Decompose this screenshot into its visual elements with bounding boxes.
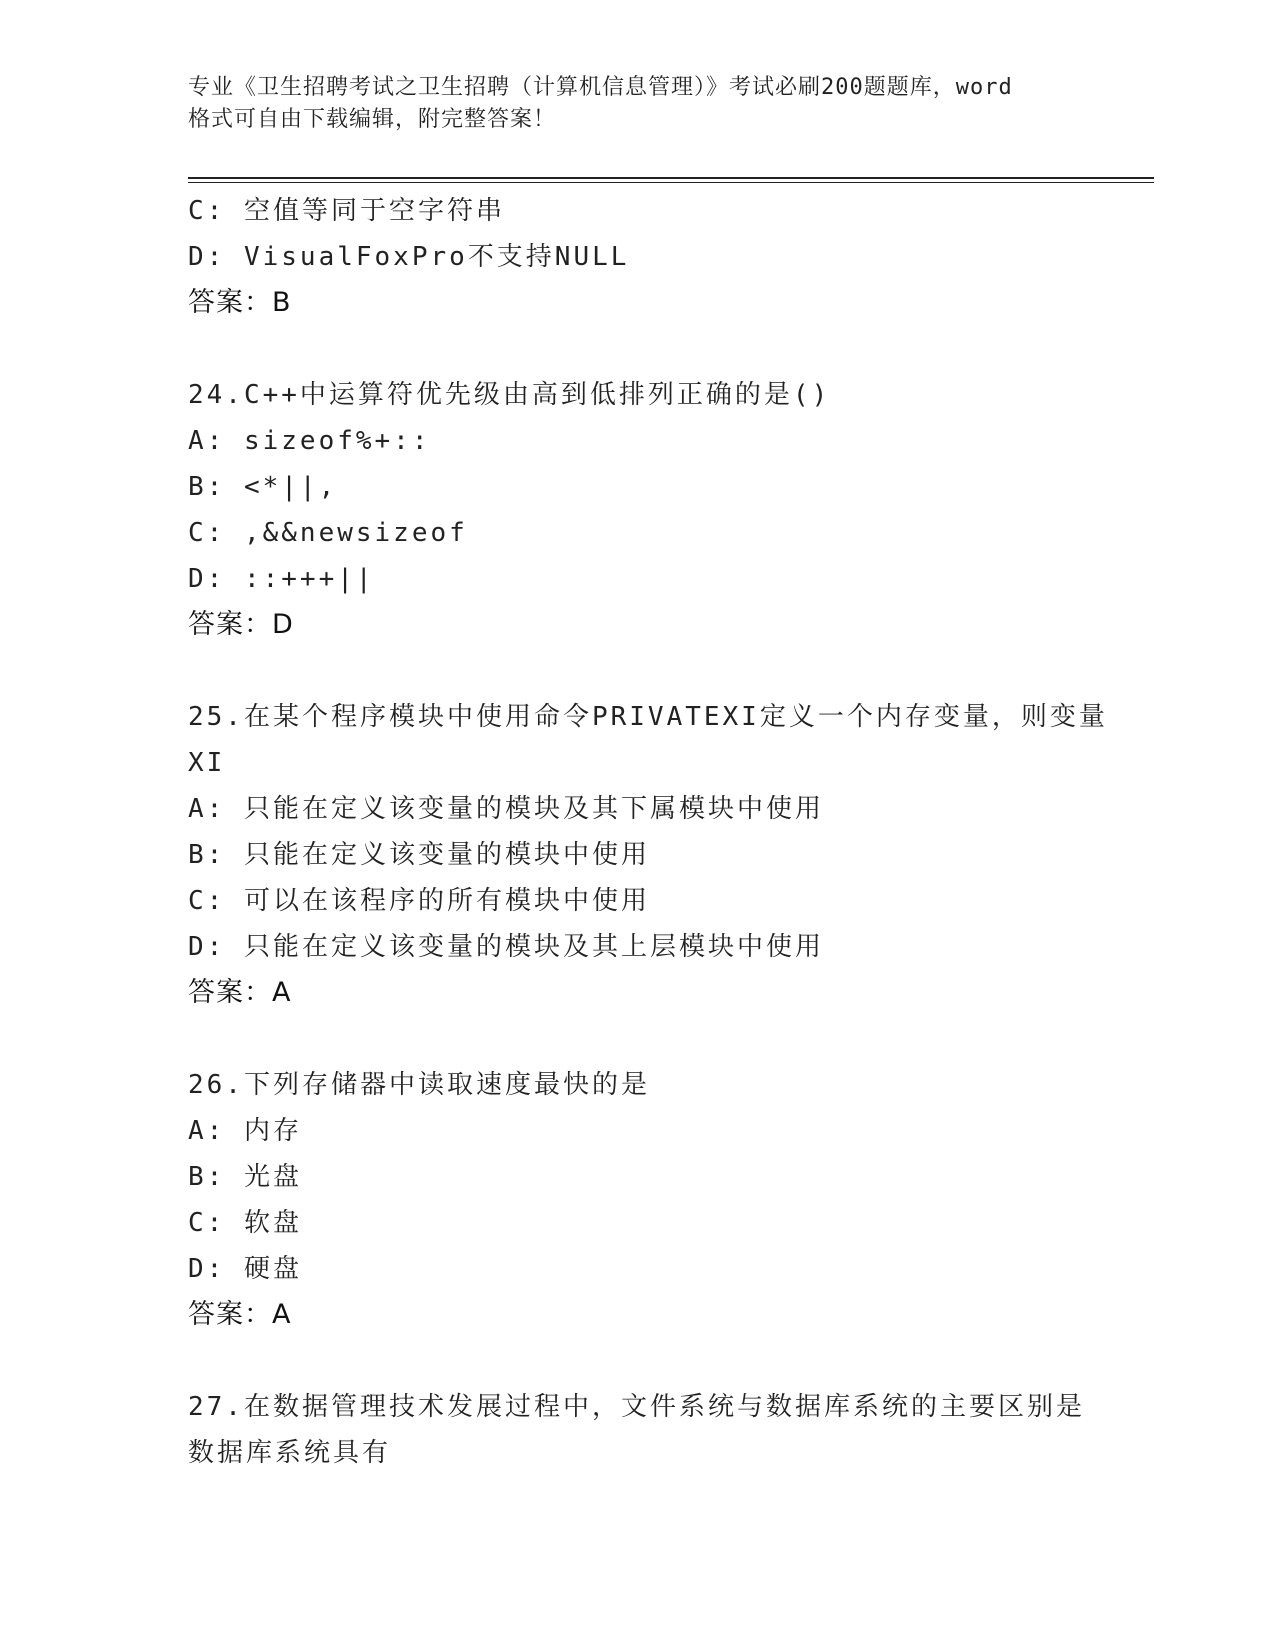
question-text: 26.下列存储器中读取速度最快的是 xyxy=(188,1070,650,1100)
option-b: B: 光盘 xyxy=(188,1162,302,1192)
option-a: A: 内存 xyxy=(188,1116,302,1146)
option-c: C: 可以在该程序的所有模块中使用 xyxy=(188,886,650,916)
answer-line: 答案：D xyxy=(188,609,294,640)
header-divider-thin xyxy=(188,182,1154,183)
header-title-line-2: 格式可自由下载编辑，附完整答案！ xyxy=(188,107,557,132)
option-a: A: sizeof%+:: xyxy=(188,426,431,456)
header-divider-thick xyxy=(188,177,1154,179)
option-c: C: ,&&newsizeof xyxy=(188,518,468,548)
question-block-27 xyxy=(188,1384,1088,1476)
question-block-23-continued xyxy=(188,188,1088,326)
option-c: C: 软盘 xyxy=(188,1208,302,1238)
question-text-line-2: 数据库系统具有 xyxy=(188,1438,392,1468)
answer-line: 答案：A xyxy=(188,977,292,1008)
answer-line: 答案：B xyxy=(188,287,292,318)
option-c: C: 空值等同于空字符串 xyxy=(188,196,505,226)
header-title-line-1: 专业《卫生招聘考试之卫生招聘（计算机信息管理）》考试必刷200题题库，word xyxy=(188,75,1013,100)
option-b: B: <*||, xyxy=(188,472,338,502)
option-d: D: 硬盘 xyxy=(188,1254,302,1284)
document-header xyxy=(188,72,1088,136)
question-text-line-1: 25.在某个程序模块中使用命令PRIVATEXI定义一个内存变量，则变量 xyxy=(188,702,1108,732)
block-spacer xyxy=(188,1338,1088,1384)
question-text-line-1: 27.在数据管理技术发展过程中，文件系统与数据库系统的主要区别是 xyxy=(188,1392,1085,1422)
block-spacer xyxy=(188,648,1088,694)
block-spacer xyxy=(188,326,1088,372)
question-text-line-2: XI xyxy=(188,748,226,778)
option-d: D: VisualFoxPro不支持NULL xyxy=(188,242,630,272)
block-spacer xyxy=(188,1016,1088,1062)
option-d: D: ::+++|| xyxy=(188,564,375,594)
option-d: D: 只能在定义该变量的模块及其上层模块中使用 xyxy=(188,932,824,962)
question-list xyxy=(188,188,1108,1476)
option-a: A: 只能在定义该变量的模块及其下属模块中使用 xyxy=(188,794,824,824)
question-block-25 xyxy=(188,694,1108,1016)
question-text: 24.C++中运算符优先级由高到低排列正确的是() xyxy=(188,380,831,410)
question-block-24 xyxy=(188,372,1088,648)
option-b: B: 只能在定义该变量的模块中使用 xyxy=(188,840,650,870)
answer-line: 答案：A xyxy=(188,1299,292,1330)
question-block-26 xyxy=(188,1062,1088,1338)
